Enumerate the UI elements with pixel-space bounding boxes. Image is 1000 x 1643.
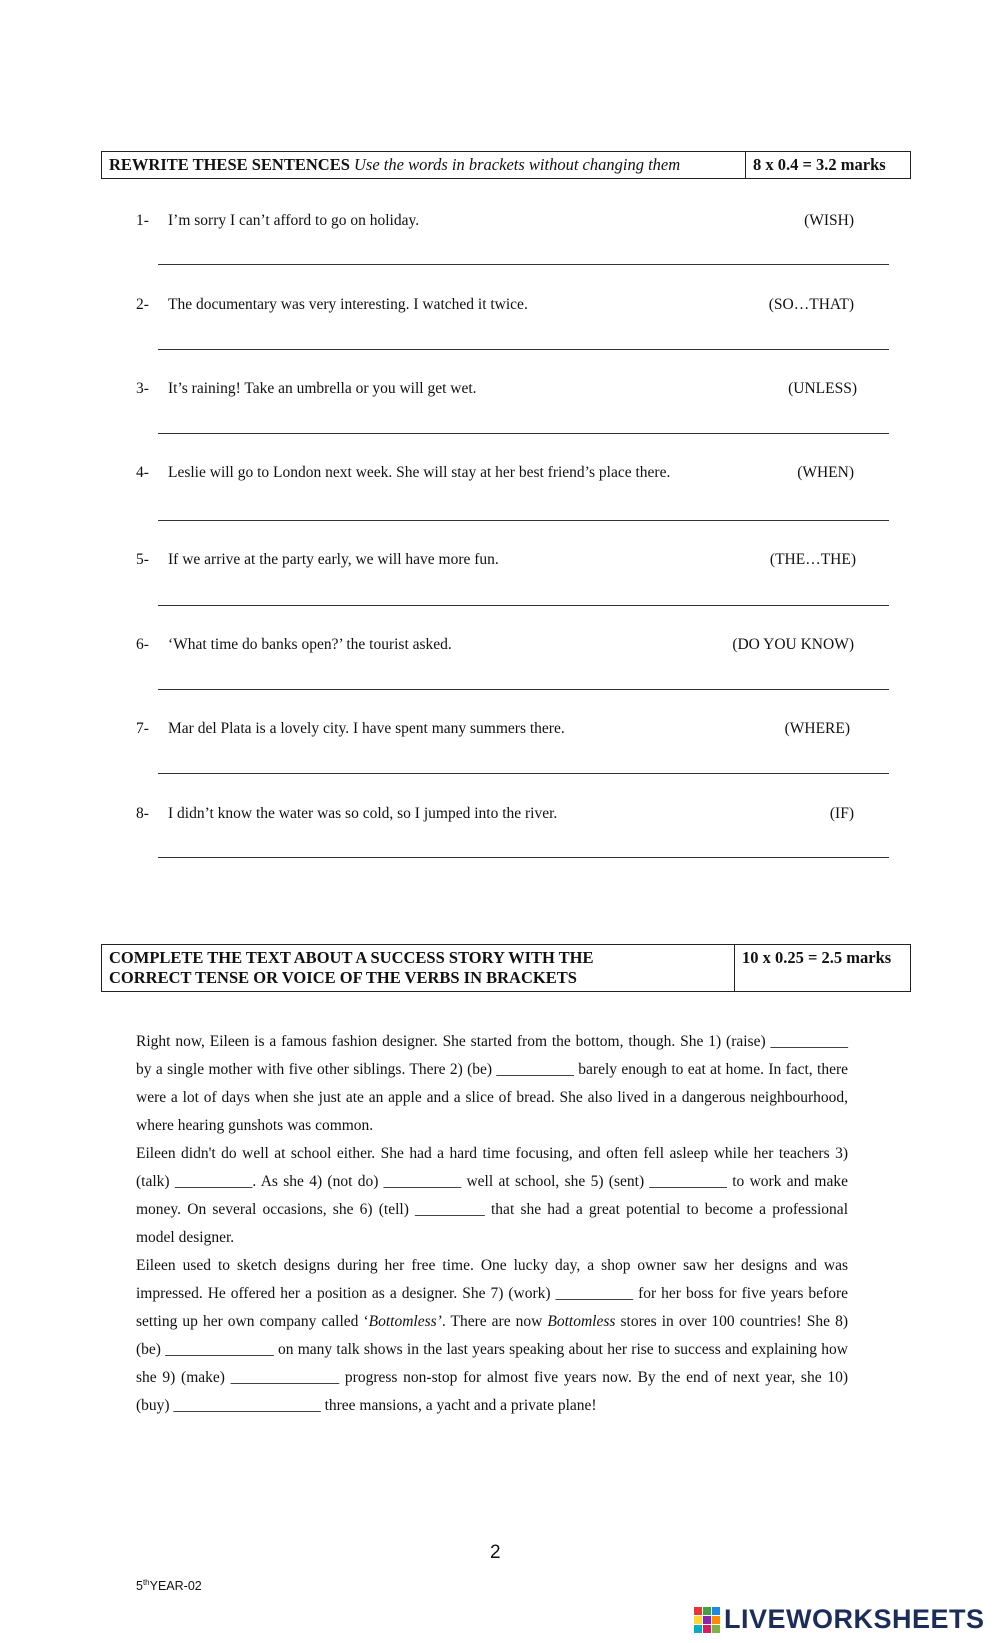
section1-title-instruction: Use the words in brackets without changing them (354, 155, 681, 174)
item-sentence: The documentary was very interesting. I watched it twice. (168, 296, 528, 313)
logo-square (694, 1625, 702, 1633)
logo-square (694, 1607, 702, 1615)
item-sentence: It’s raining! Take an umbrella or you will get wet. (168, 380, 477, 397)
story-paragraph-3 (136, 1252, 848, 1420)
item-keyword: (IF) (829, 805, 854, 822)
section1-header (101, 151, 911, 179)
item-sentence: I’m sorry I can’t afford to go on holiday. (168, 212, 420, 229)
item-number: 1- (136, 212, 149, 229)
item-number: 5- (136, 551, 149, 568)
answer-line-7[interactable] (158, 773, 889, 774)
logo-square (703, 1625, 711, 1633)
item-sentence: ‘What time do banks open?’ the tourist asked. (168, 636, 452, 653)
item-keyword: (WHERE) (784, 720, 850, 737)
brand-name: Bottomless’ (368, 1313, 442, 1330)
brand-wordmark: LIVEWORKSHEETS (724, 1604, 985, 1634)
section2-title-line1: COMPLETE THE TEXT ABOUT A SUCCESS STORY WITH THE (109, 948, 594, 967)
answer-line-5[interactable] (158, 605, 889, 606)
answer-line-1[interactable] (158, 264, 889, 265)
item-sentence: Mar del Plata is a lovely city. I have spent many summers there. (168, 720, 565, 737)
item-number: 6- (136, 636, 149, 653)
story-paragraph-1: Right now, Eileen is a famous fashion designer. She started from the bottom, though. She 1) (raise) __________ by a single mother with five other siblings. There 2) (be) __________ barely enough to eat at home. In fact, there were a lot of days when she just ate an apple and a slice of bread. She also lived in a dangerous neighbourhood, where hearing gunshots was common. (136, 1033, 848, 1134)
story-paragraph-2: Eileen didn't do well at school either. She had a hard time focusing, and often fell asleep while her teachers 3) (talk) __________. As she 4) (not do) __________ well at school, she 5) (sent) __________ to work and make money. On several occasions, she 6) (tell) _________ that she had a great potential to become a professional model designer. (136, 1145, 848, 1246)
item-keyword: (WISH) (804, 212, 854, 229)
section2-title-line2: CORRECT TENSE OR VOICE OF THE VERBS IN BRACKETS (109, 968, 577, 987)
logo-square (703, 1616, 711, 1624)
brand-name: Bottomless (547, 1313, 616, 1330)
story-p3-part-b: . There are now (441, 1313, 548, 1330)
section2-marks: 10 x 0.25 = 2.5 marks (734, 945, 910, 991)
story-p3-part-a: Eileen used to sketch designs during her free time. One lucky day, a shop owner saw her designs and was impressed. He offered her a position as a designer. She 7) (work) __________ for her boss for five years before setting up her own company called ‘ (136, 1257, 848, 1330)
footer-rest: YEAR-02 (149, 1579, 202, 1594)
section1-title-bold: REWRITE THESE SENTENCES (109, 155, 350, 174)
item-keyword: (DO YOU KNOW) (732, 636, 854, 653)
item-sentence: If we arrive at the party early, we will have more fun. (168, 551, 499, 568)
item-number: 7- (136, 720, 149, 737)
footer-year: 5 (136, 1579, 143, 1594)
item-keyword: (THE…THE) (769, 551, 856, 568)
item-sentence: I didn’t know the water was so cold, so I jumped into the river. (168, 805, 558, 822)
item-number: 2- (136, 296, 149, 313)
answer-line-2[interactable] (158, 349, 889, 350)
footer-code (136, 1578, 202, 1593)
liveworksheets-brand (694, 1604, 985, 1635)
liveworksheets-logo-icon (694, 1607, 720, 1633)
item-keyword: (UNLESS) (788, 380, 857, 397)
section1-marks: 8 x 0.4 = 3.2 marks (745, 152, 910, 178)
page-number: 2 (490, 1542, 501, 1563)
item-number: 8- (136, 805, 149, 822)
section1-title (102, 152, 745, 178)
section2-header (101, 944, 911, 992)
item-keyword: (WHEN) (797, 464, 854, 481)
section2-title (102, 945, 734, 991)
logo-square (712, 1607, 720, 1615)
success-story-text (136, 1028, 848, 1420)
logo-square (712, 1625, 720, 1633)
item-keyword: (SO…THAT) (768, 296, 854, 313)
answer-line-3[interactable] (158, 433, 889, 434)
footer-year-suffix: th (142, 1578, 150, 1587)
item-sentence: Leslie will go to London next week. She will stay at her best friend’s place there. (168, 464, 671, 481)
logo-square (712, 1616, 720, 1624)
answer-line-6[interactable] (158, 689, 889, 690)
answer-line-8[interactable] (158, 857, 889, 858)
logo-square (694, 1616, 702, 1624)
item-number: 3- (136, 380, 149, 397)
answer-line-4[interactable] (158, 520, 889, 521)
story-p3-part-c: stores in over 100 countries! She 8) (be) ______________ on many talk shows in the last years speaking about her rise to success and explaining how she 9) (make) ______________ progress non-stop for almost five years now. By the end of next year, she 10) (buy) ___________________ three mansions, a yacht and a private plane! (136, 1313, 848, 1414)
logo-square (703, 1607, 711, 1615)
item-number: 4- (136, 464, 149, 481)
